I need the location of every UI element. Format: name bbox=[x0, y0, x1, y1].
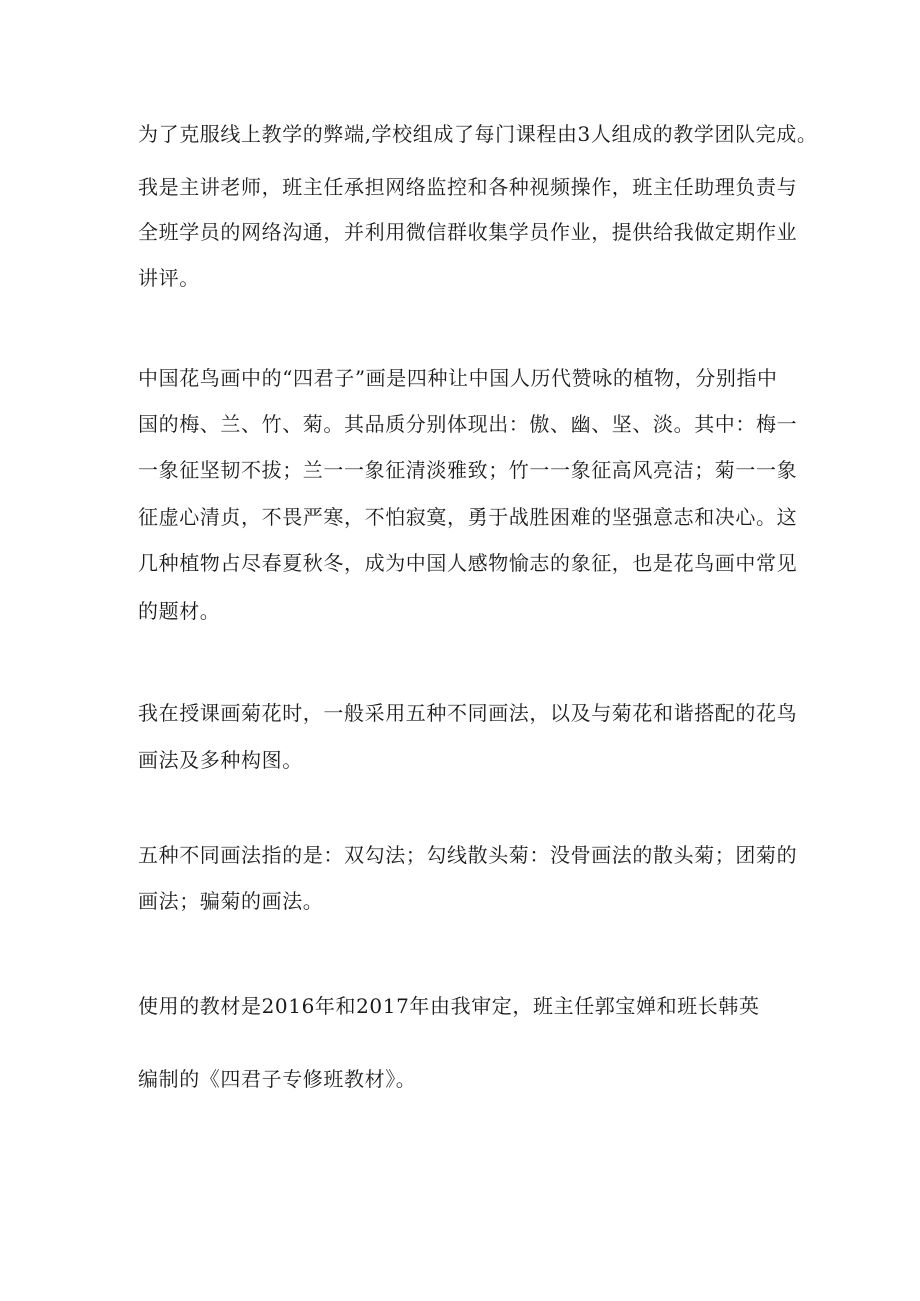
paragraph-1-line-1: 为了克服线上教学的弊端,学校组成了每门课程由3人组成的教学团队完成。 bbox=[138, 122, 818, 146]
paragraph-1-line-3: 全班学员的网络沟通，并利用微信群收集学员作业，提供给我做定期作业 bbox=[138, 220, 798, 244]
paragraph-2-line-6: 的题材。 bbox=[138, 599, 221, 623]
paragraph-2-line-2: 国的梅、兰、竹、菊。其品质分别体现出：傲、幽、坚、淡。其中：梅一 bbox=[138, 412, 798, 436]
paragraph-4-line-1: 五种不同画法指的是：双勾法；勾线散头菊：没骨画法的散头菊；团菊的 bbox=[138, 843, 798, 867]
paragraph-2-line-3: 一象征坚韧不拔；兰一一象征清淡雅致；竹一一象征高风亮洁；菊一一象 bbox=[138, 458, 798, 482]
paragraph-2-line-5: 几种植物占尽春夏秋冬，成为中国人感物愉志的象征，也是花鸟画中常见 bbox=[138, 551, 798, 575]
paragraph-1-line-4: 讲评。 bbox=[138, 266, 200, 290]
paragraph-5-line-1: 使用的教材是2016年和2017年由我审定，班主任郭宝婵和班长韩英 bbox=[138, 994, 760, 1018]
paragraph-6-line-1: 编制的《四君子专修班教材》。 bbox=[138, 1067, 417, 1091]
paragraph-1-line-2: 我是主讲老师，班主任承担网络监控和各种视频操作，班主任助理负责与 bbox=[138, 175, 798, 199]
paragraph-3-line-1: 我在授课画菊花时，一般采用五种不同画法，以及与菊花和谐搭配的花鸟 bbox=[138, 701, 798, 725]
paragraph-2-line-1: 中国花鸟画中的“四君子”画是四种让中国人历代赞咏的植物，分别指中 bbox=[138, 366, 778, 390]
paragraph-4-line-2: 画法；骗菊的画法。 bbox=[138, 889, 324, 913]
paragraph-2-line-4: 征虚心清贞，不畏严寒，不怕寂寞，勇于战胜困难的坚强意志和决心。这 bbox=[138, 505, 798, 529]
paragraph-3-line-2: 画法及多种构图。 bbox=[138, 748, 303, 772]
